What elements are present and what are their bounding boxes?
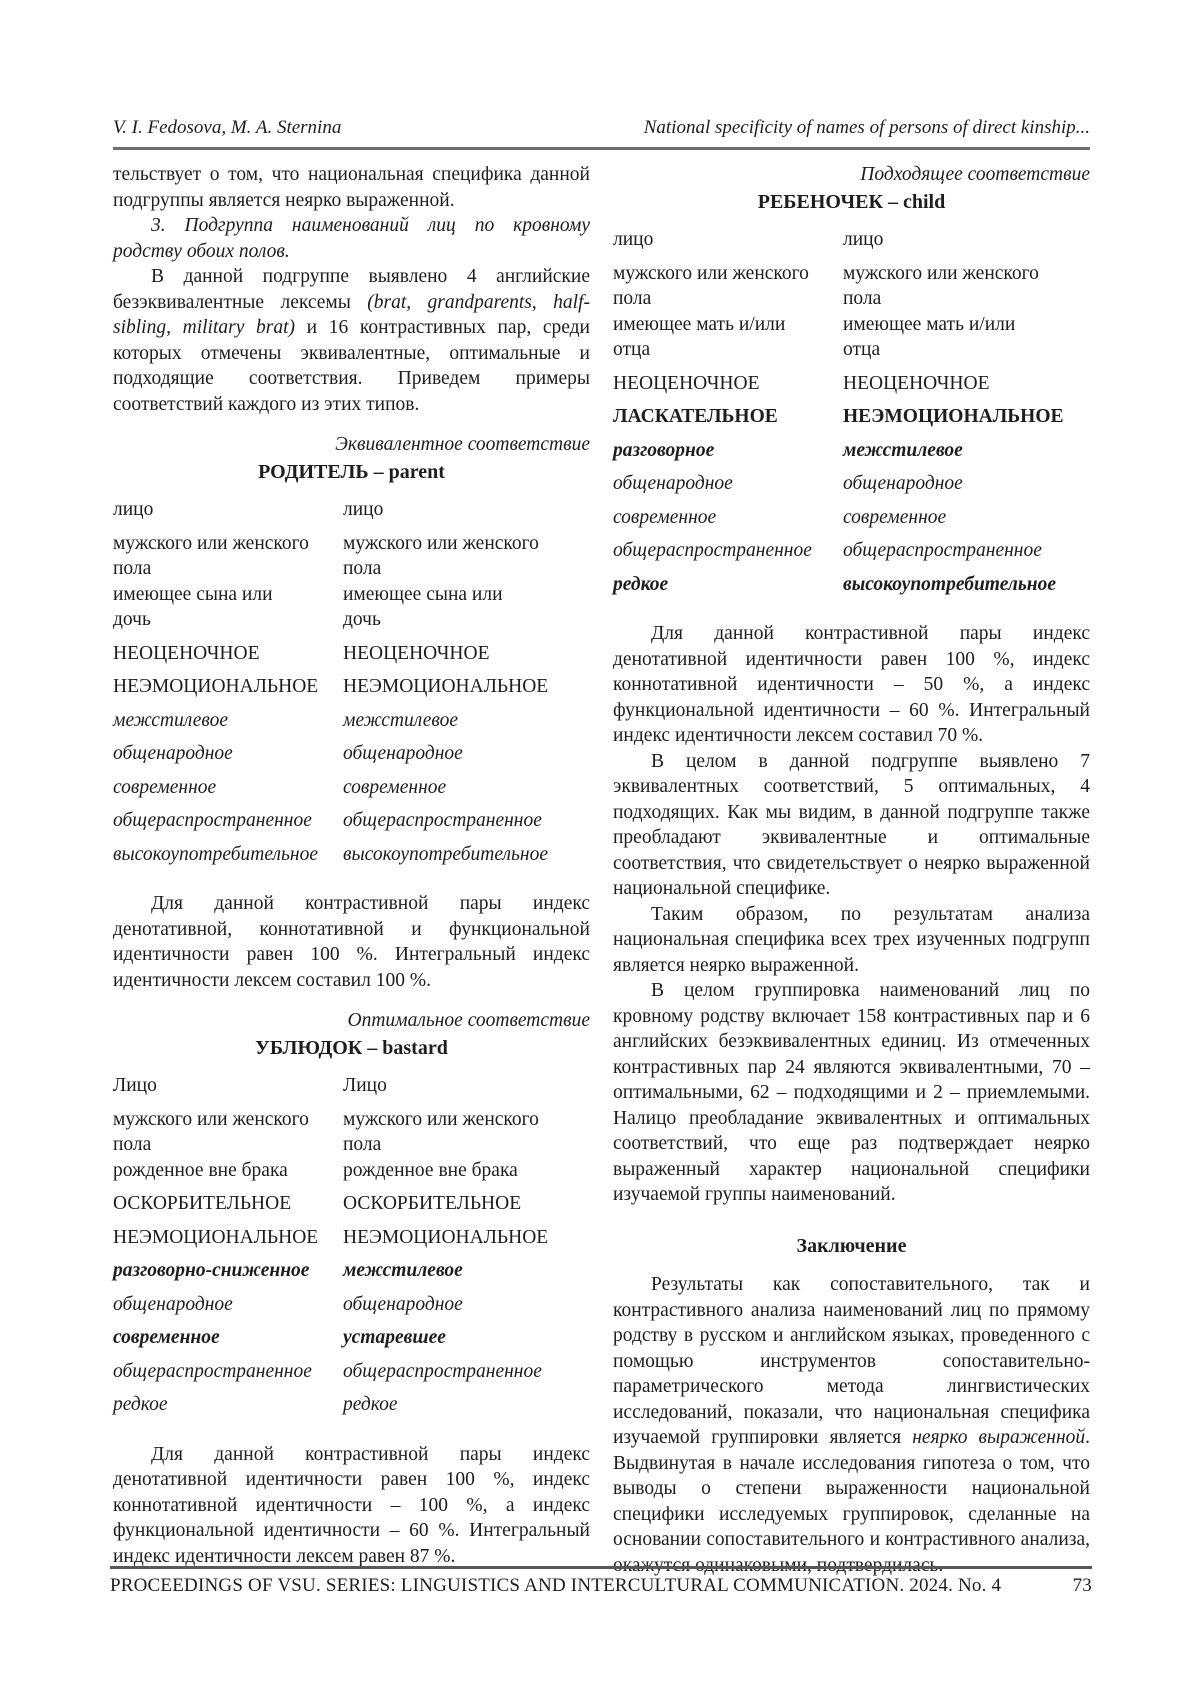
cell-right: общераспространенное [843,540,1042,561]
right-column [613,162,1090,1578]
cell-left: редкое [613,573,669,595]
table-row [113,1325,590,1351]
conclusion-heading: Заключение [796,1234,907,1257]
table-row [113,1292,590,1318]
table-row [613,404,1090,430]
cell-right: лицо [843,229,884,250]
cell-right: межстилевое [843,439,963,461]
cell-right: межстилевое [343,1260,463,1281]
cell-left: имеющее сына или дочь [113,583,273,630]
table-row [113,808,590,834]
paragraph-group-totals: В целом группировка наименований лиц по кровному родству включает 158 контрастивных пар и 6 английских безэквивалентных единиц. Из отмеченных контрастивных пар 24 являются эквивалентными, 70 – оптимальными, 62 – подходящими и 2 – приемлемыми. Налицо преобладание эквивалентных и оптимальных соответствий, что еще раз подтверждает неярко выраженный характер национальной специфики изучаемой группы наименований. [613,980,1090,1205]
cell-left: современное [613,506,717,528]
cell-right: Лицо [343,1075,387,1096]
cell-left: мужского или женского пола [113,1108,309,1155]
table-row [113,1359,590,1385]
table-row [113,1158,590,1184]
table-row [613,261,1090,312]
table-row [113,531,590,582]
cell-left: современное [113,1327,220,1348]
table-row [113,674,590,700]
table-row [613,371,1090,397]
cell-left: мужского или женского пола [613,262,809,309]
journal-title: PROCEEDINGS OF VSU. SERIES: LINGUISTICS AND INTERCULTURAL COMMUNICATION. 2024. No. 4 [110,1575,1002,1596]
cell-left: лицо [113,499,154,520]
correspondence-type-heading-suitable: Подходящее соответствие [860,164,1090,185]
correspondence-type-heading-equivalent: Эквивалентное соответствие [335,434,590,455]
cell-left: общераспространенное [613,540,812,561]
cell-right: общераспространенное [343,1360,542,1382]
correspondence-type-heading-optimal: Оптимальное соответствие [347,1010,590,1031]
cell-left: разговорно-сниженное [113,1260,310,1281]
table-row [613,572,1090,598]
cell-right: устаревшее [343,1327,446,1348]
cell-right: НЕЭМОЦИОНАЛЬНОЕ [843,406,1064,427]
cell-right: имеющее мать и/или отца [843,313,1016,360]
running-head-authors: V. I. Fedosova, M. A. Sternina [113,117,342,138]
table-row [113,1191,590,1217]
paragraph-index-child: Для данной контрастивной пары индекс денотативной идентичности равен 100 %, индекс коннотативной идентичности – 50 %, а индекс функциональной идентичности – 60 %. Интегральный индекс идентичности лексем составил 70 %. [613,623,1090,746]
paragraph-index-parent: Для данной контрастивной пары индекс денотативной, коннотативной и функциональной идентичности равен 100 %. Интегральный индекс идентичности лексем составил 100 %. [113,893,590,991]
cell-right: современное [343,776,447,798]
paragraph-conclusion: Результаты как сопоставительного, так и контрастивного анализа наименований лиц по прямому родству в русском и английском языках, проведенного с помощью инструментов сопоставительно-параметрического метода лингвистических исследований, показали, что национальная специфика изучаемой группировки является неярко выраженной. Выдвинутая в начале исследования гипотеза о том, что выводы о степени выраженности национальной специфики исследуемых группировок, сделанные на основании сопоставительного и контрастивного анализа, окажутся одинаковыми, подтвердилась. [613,1274,1090,1576]
contrastive-pair-table-bastard [113,1073,590,1418]
cell-left: общераспространенное [113,810,312,831]
cell-left: межстилевое [113,709,229,731]
running-head-title: National specificity of names of persons of direct kinship... [643,117,1090,138]
table-row [113,1392,590,1418]
two-column-body [113,162,1090,1578]
cell-left: общенародное [113,743,233,764]
table-row [613,471,1090,497]
table-row [613,438,1090,464]
table-row [113,582,590,633]
cell-right: редкое [343,1394,398,1415]
contrastive-pair-title-bastard: УБЛЮДОК – bastard [255,1036,448,1059]
table-row [113,741,590,767]
contrastive-pair-title-child: РЕБЕНОЧЕК – child [757,190,946,213]
cell-left: НЕОЦЕНОЧНОЕ [613,372,760,394]
page-header [113,116,1090,140]
cell-left: высокоупотребительное [113,843,318,865]
table-row [113,1073,590,1099]
cell-left: ОСКОРБИТЕЛЬНОЕ [113,1193,292,1214]
cell-right: НЕОЦЕНОЧНОЕ [843,372,990,394]
cell-right: мужского или женского пола [343,532,539,579]
table-row [113,1258,590,1284]
paragraph-three-subgroups: Таким образом, по результатам анализа национальная специфика всех трех изученных подгрупп является неярко выраженной. [613,903,1090,976]
cell-left: разговорное [613,439,715,461]
table-row [113,497,590,523]
paragraph-subgroup-totals: В целом в данной подгруппе выявлено 7 эквивалентных соответствий, 5 оптимальных, 4 подходящих. Как мы видим, в данной подгруппе также преобладают эквивалентные и оптимальные соответствия, что свидетельствует о неярко выраженной национальной специфике. [613,750,1090,899]
cell-left: имеющее мать и/или отца [613,313,786,360]
cell-right: общенародное [343,743,463,764]
cell-left: мужского или женского пола [113,532,309,579]
cell-right: общенародное [843,473,963,494]
cell-left: НЕЭМОЦИОНАЛЬНОЕ [113,1226,319,1248]
cell-right: НЕОЦЕНОЧНОЕ [343,642,490,664]
table-row [613,312,1090,363]
table-row [113,641,590,667]
footer-line [110,1575,1092,1597]
table-row [113,1225,590,1251]
table-row [113,1107,590,1158]
cell-left: Лицо [113,1075,157,1096]
paragraph-continuation: тельствует о том, что национальная специфика данной подгруппы является неярко выраженной. [113,164,590,211]
cell-right: лицо [343,499,384,520]
cell-right: высокоупотребительное [843,573,1057,595]
contrastive-pair-table-child [613,227,1090,597]
cell-right: ОСКОРБИТЕЛЬНОЕ [343,1193,522,1214]
cell-left: современное [113,776,217,798]
cell-left: ЛАСКАТЕЛЬНОЕ [613,406,778,427]
table-row [613,538,1090,564]
page-footer [110,1566,1092,1597]
cell-left: лицо [613,229,654,250]
cell-left: НЕЭМОЦИОНАЛЬНОЕ [113,676,319,697]
table-row [113,775,590,801]
english-lexemes-italic: (brat, grandparents, half-sibling, military brat) [113,291,590,338]
cell-right: мужского или женского пола [843,262,1039,309]
cell-left: общенародное [613,473,733,494]
cell-right: НЕЭМОЦИОНАЛЬНОЕ [343,676,549,697]
cell-right: современное [843,506,947,528]
cell-left: редкое [113,1394,168,1415]
table-row [613,227,1090,253]
cell-right: имеющее сына или дочь [343,583,503,630]
emphasis-italic: неярко выраженной [912,1427,1086,1448]
header-rule [113,147,1090,150]
cell-right: общераспространенное [343,810,542,831]
cell-left: НЕОЦЕНОЧНОЕ [113,642,260,664]
paragraph-subgroup-heading: 3. Подгруппа наименований лиц по кровному родству обоих полов. [113,215,590,262]
page-number: 73 [1072,1575,1092,1596]
footer-rule [110,1566,1092,1569]
paragraph-index-bastard: Для данной контрастивной пары индекс денотативной идентичности равен 100 %, индекс коннотативной идентичности – 100 %, а индекс функциональной идентичности – 60 %. Интегральный индекс идентичности лексем равен 87 %. [113,1443,590,1567]
table-row [113,708,590,734]
cell-right: мужского или женского пола [343,1108,539,1155]
paragraph-subgroup-intro: В данной подгруппе выявлено 4 английские безэквивалентные лексемы (brat, grandparents, half-sibling, military brat) и 16 контрастивных пар, среди которых отмечены эквивалентные, оптимальные и подходящие соответствия. Приведем примеры соответствий каждого из этих типов. [113,266,590,415]
table-row [613,505,1090,531]
cell-right: рожденное вне брака [343,1159,518,1181]
cell-left: общенародное [113,1293,233,1315]
cell-right: общенародное [343,1293,463,1315]
contrastive-pair-table-parent [113,497,590,867]
cell-right: межстилевое [343,709,459,731]
contrastive-pair-title-parent: РОДИТЕЛЬ – parent [258,460,445,483]
table-row [113,842,590,868]
cell-right: высокоупотребительное [343,843,548,865]
cell-left: общераспространенное [113,1360,312,1382]
cell-right: НЕЭМОЦИОНАЛЬНОЕ [343,1226,549,1248]
left-column [113,162,590,1578]
cell-left: рожденное вне брака [113,1159,288,1181]
